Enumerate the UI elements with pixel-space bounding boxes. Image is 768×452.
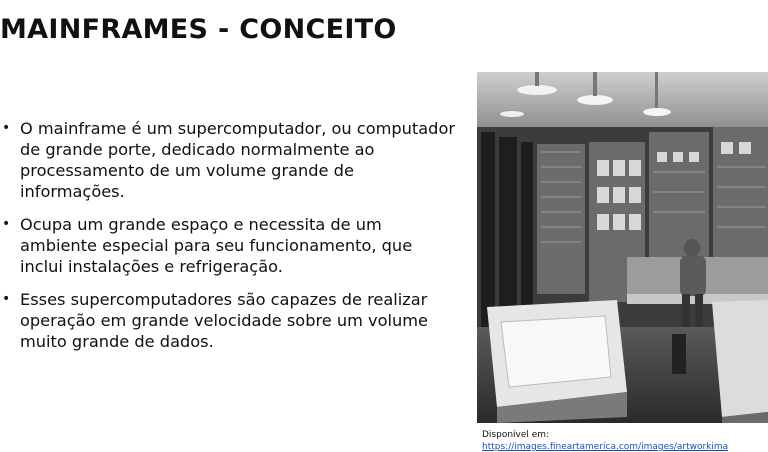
bullet-icon: • (2, 120, 11, 136)
bullet-icon: • (2, 291, 11, 307)
bullet-text: Esses supercomputadores são capazes de realizar operação em grande velocidade sobre um volume muito grande de dados. (20, 290, 429, 351)
bullet-icon: • (2, 216, 11, 232)
caption-label: Disponível em: (482, 430, 550, 440)
bullet-item (0, 214, 460, 277)
bullet-item (0, 289, 460, 352)
caption-link[interactable]: https://images.fineartamerica.com/images/artworkima (482, 442, 729, 451)
image-caption (482, 429, 768, 451)
bullet-item (0, 118, 460, 202)
slide-title: MAINFRAMES - CONCEITO (0, 14, 397, 45)
mainframe-photo (477, 72, 768, 423)
bullet-text: O mainframe é um supercomputador, ou computador de grande porte, dedicado normalmente ao processamento de um volume grande de informações. (20, 119, 455, 201)
bullet-text: Ocupa um grande espaço e necessita de um ambiente especial para seu funcionamento, que inclui instalações e refrigeração. (20, 215, 413, 276)
bullet-list (0, 118, 460, 364)
